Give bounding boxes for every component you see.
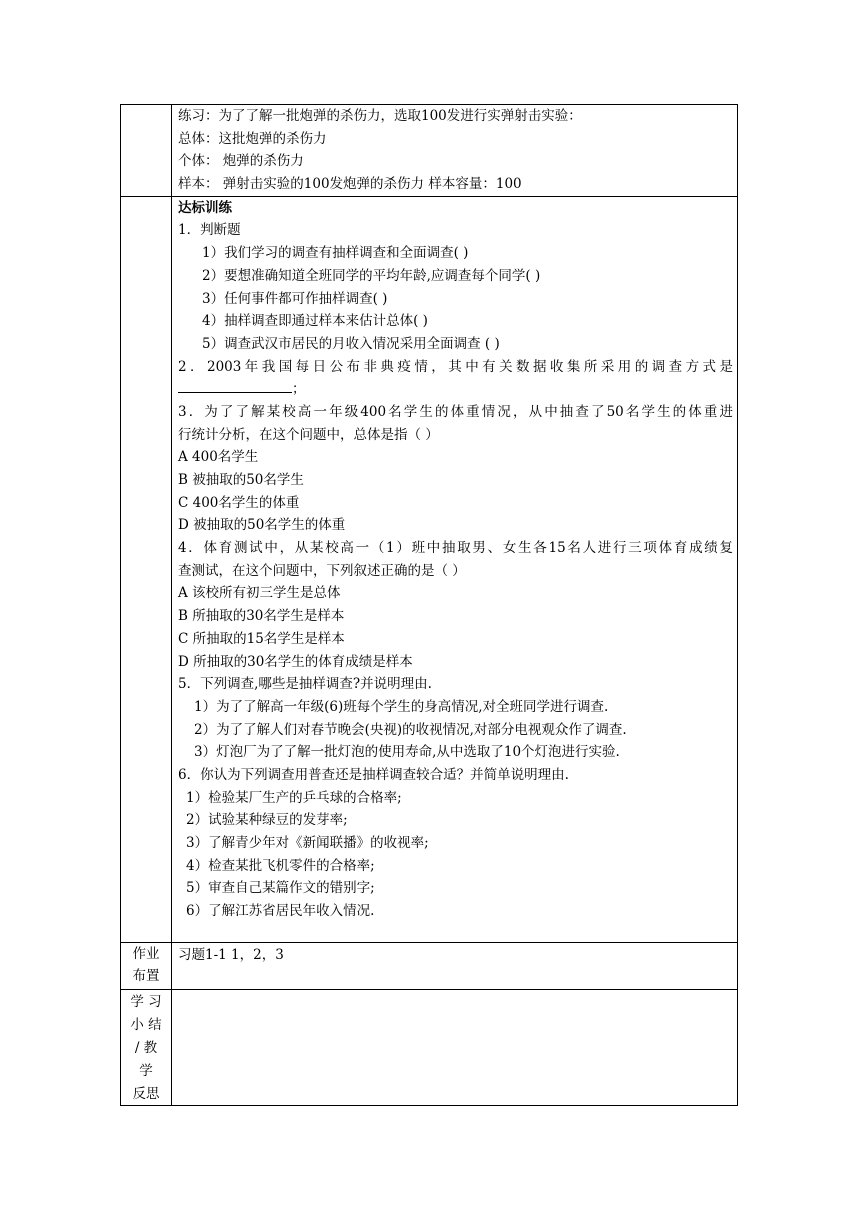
training-row (121, 196, 738, 942)
q3-line-2: 行统计分析，在这个问题中，总体是指（ ） (178, 426, 439, 443)
q5-title: 5．下列调查,哪些是抽样调查?并说明理由. (178, 676, 432, 693)
training-label-cell (121, 196, 172, 942)
practice-individual: 个体： 炮弹的杀伤力 (178, 153, 304, 170)
q3-option-b: B 被抽取的50名学生 (178, 472, 304, 488)
q2-answer-blank (178, 378, 292, 393)
q4-option-b: B 所抽取的30名学生是样本 (178, 608, 345, 625)
practice-population: 总体：这批炮弹的杀伤力 (178, 130, 327, 147)
training-title: 达标训练 (178, 199, 232, 216)
summary-label-4: 学 (139, 1062, 153, 1079)
practice-label-cell (121, 105, 172, 197)
summary-label-cell (121, 989, 172, 1105)
summary-label-5: 反思 (132, 1085, 160, 1102)
q2-line-1: 2．2003年我国每日公布非典疫情，其中有关数据收集所采用的调查方式是 (178, 358, 733, 375)
summary-label-2: 小 结 (130, 1016, 162, 1033)
q1-item-2: 2）要想准确知道全班同学的平均年龄,应调查每个同学( ) (202, 267, 541, 284)
q6-item-5: 5）审查自己某篇作文的错别字; (186, 880, 375, 897)
q6-item-6: 6）了解江苏省居民年收入情况. (186, 903, 375, 920)
q1-title: 1．判断题 (178, 222, 241, 239)
q4-option-d: D 所抽取的30名学生的体育成绩是样本 (178, 653, 413, 670)
summary-label-3: / 教 (134, 1039, 158, 1056)
homework-content: 习题1-1 1，2，3 (178, 946, 284, 963)
q3-option-d: D 被抽取的50名学生的体重 (178, 517, 346, 534)
q1-item-1: 1）我们学习的调查有抽样调查和全面调查( ) (202, 245, 469, 262)
lesson-table (120, 104, 738, 1106)
summary-label-1: 学 习 (130, 993, 162, 1010)
homework-label-cell (121, 942, 172, 989)
q6-item-1: 1）检验某厂生产的乒乓球的合格率; (186, 789, 402, 806)
q4-option-a: A 该校所有初三学生是总体 (178, 585, 341, 602)
q4-option-c: C 所抽取的15名学生是样本 (178, 630, 345, 647)
q2-line-2 (172, 378, 737, 401)
q2-line-2-end: ； (292, 381, 306, 398)
q3-line-1: 3．为了了解某校高一年级400名学生的体重情况，从中抽查了50名学生的体重进 (178, 403, 733, 420)
practice-sample: 样本： 弹射击实验的100发炮弹的杀伤力 样本容量：100 (178, 176, 522, 193)
homework-label-2: 布置 (132, 967, 160, 984)
q5-item-2: 2）为了了解人们对春节晚会(央视)的收视情况,对部分电视观众作了调查. (194, 721, 627, 738)
homework-row (121, 942, 738, 989)
summary-content-cell (172, 989, 738, 1105)
training-content-cell (172, 196, 738, 942)
homework-content-cell (172, 942, 738, 989)
practice-intro: 练习：为了了解一批炮弹的杀伤力，选取100发进行实弹射击实验： (178, 108, 582, 124)
q6-item-4: 4）检查某批飞机零件的合格率; (186, 857, 375, 874)
q6-title: 6．你认为下列调查用普查还是抽样调查较合适？并简单说明理由. (178, 766, 569, 783)
practice-content-cell (172, 105, 738, 197)
summary-row (121, 989, 738, 1105)
q3-option-c: C 400名学生的体重 (178, 494, 300, 511)
practice-row (121, 105, 738, 197)
homework-label-1: 作业 (132, 945, 160, 962)
q1-item-4: 4）抽样调查即通过样本来估计总体( ) (202, 313, 428, 330)
q6-item-3: 3）了解青少年对《新闻联播》的收视率; (186, 835, 429, 851)
q1-item-5: 5）调查武汉市居民的月收入情况采用全面调查 ( ) (202, 335, 500, 352)
q5-item-1: 1）为了了解高一年级(6)班每个学生的身高情况,对全班同学进行调查. (194, 698, 609, 715)
q3-option-a: A 400名学生 (178, 449, 259, 466)
q4-line-1: 4．体育测试中，从某校高一（1）班中抽取男、女生各15名人进行三项体育成绩复 (178, 540, 733, 557)
q5-item-3: 3）灯泡厂为了了解一批灯泡的使用寿命,从中选取了10个灯泡进行实验. (194, 744, 620, 761)
q6-item-2: 2）试验某种绿豆的发芽率; (186, 812, 348, 829)
q1-item-3: 3）任何事件都可作抽样调查( ) (202, 290, 388, 307)
q4-line-2: 查测试，在这个问题中，下列叙述正确的是（ ） (178, 562, 466, 579)
